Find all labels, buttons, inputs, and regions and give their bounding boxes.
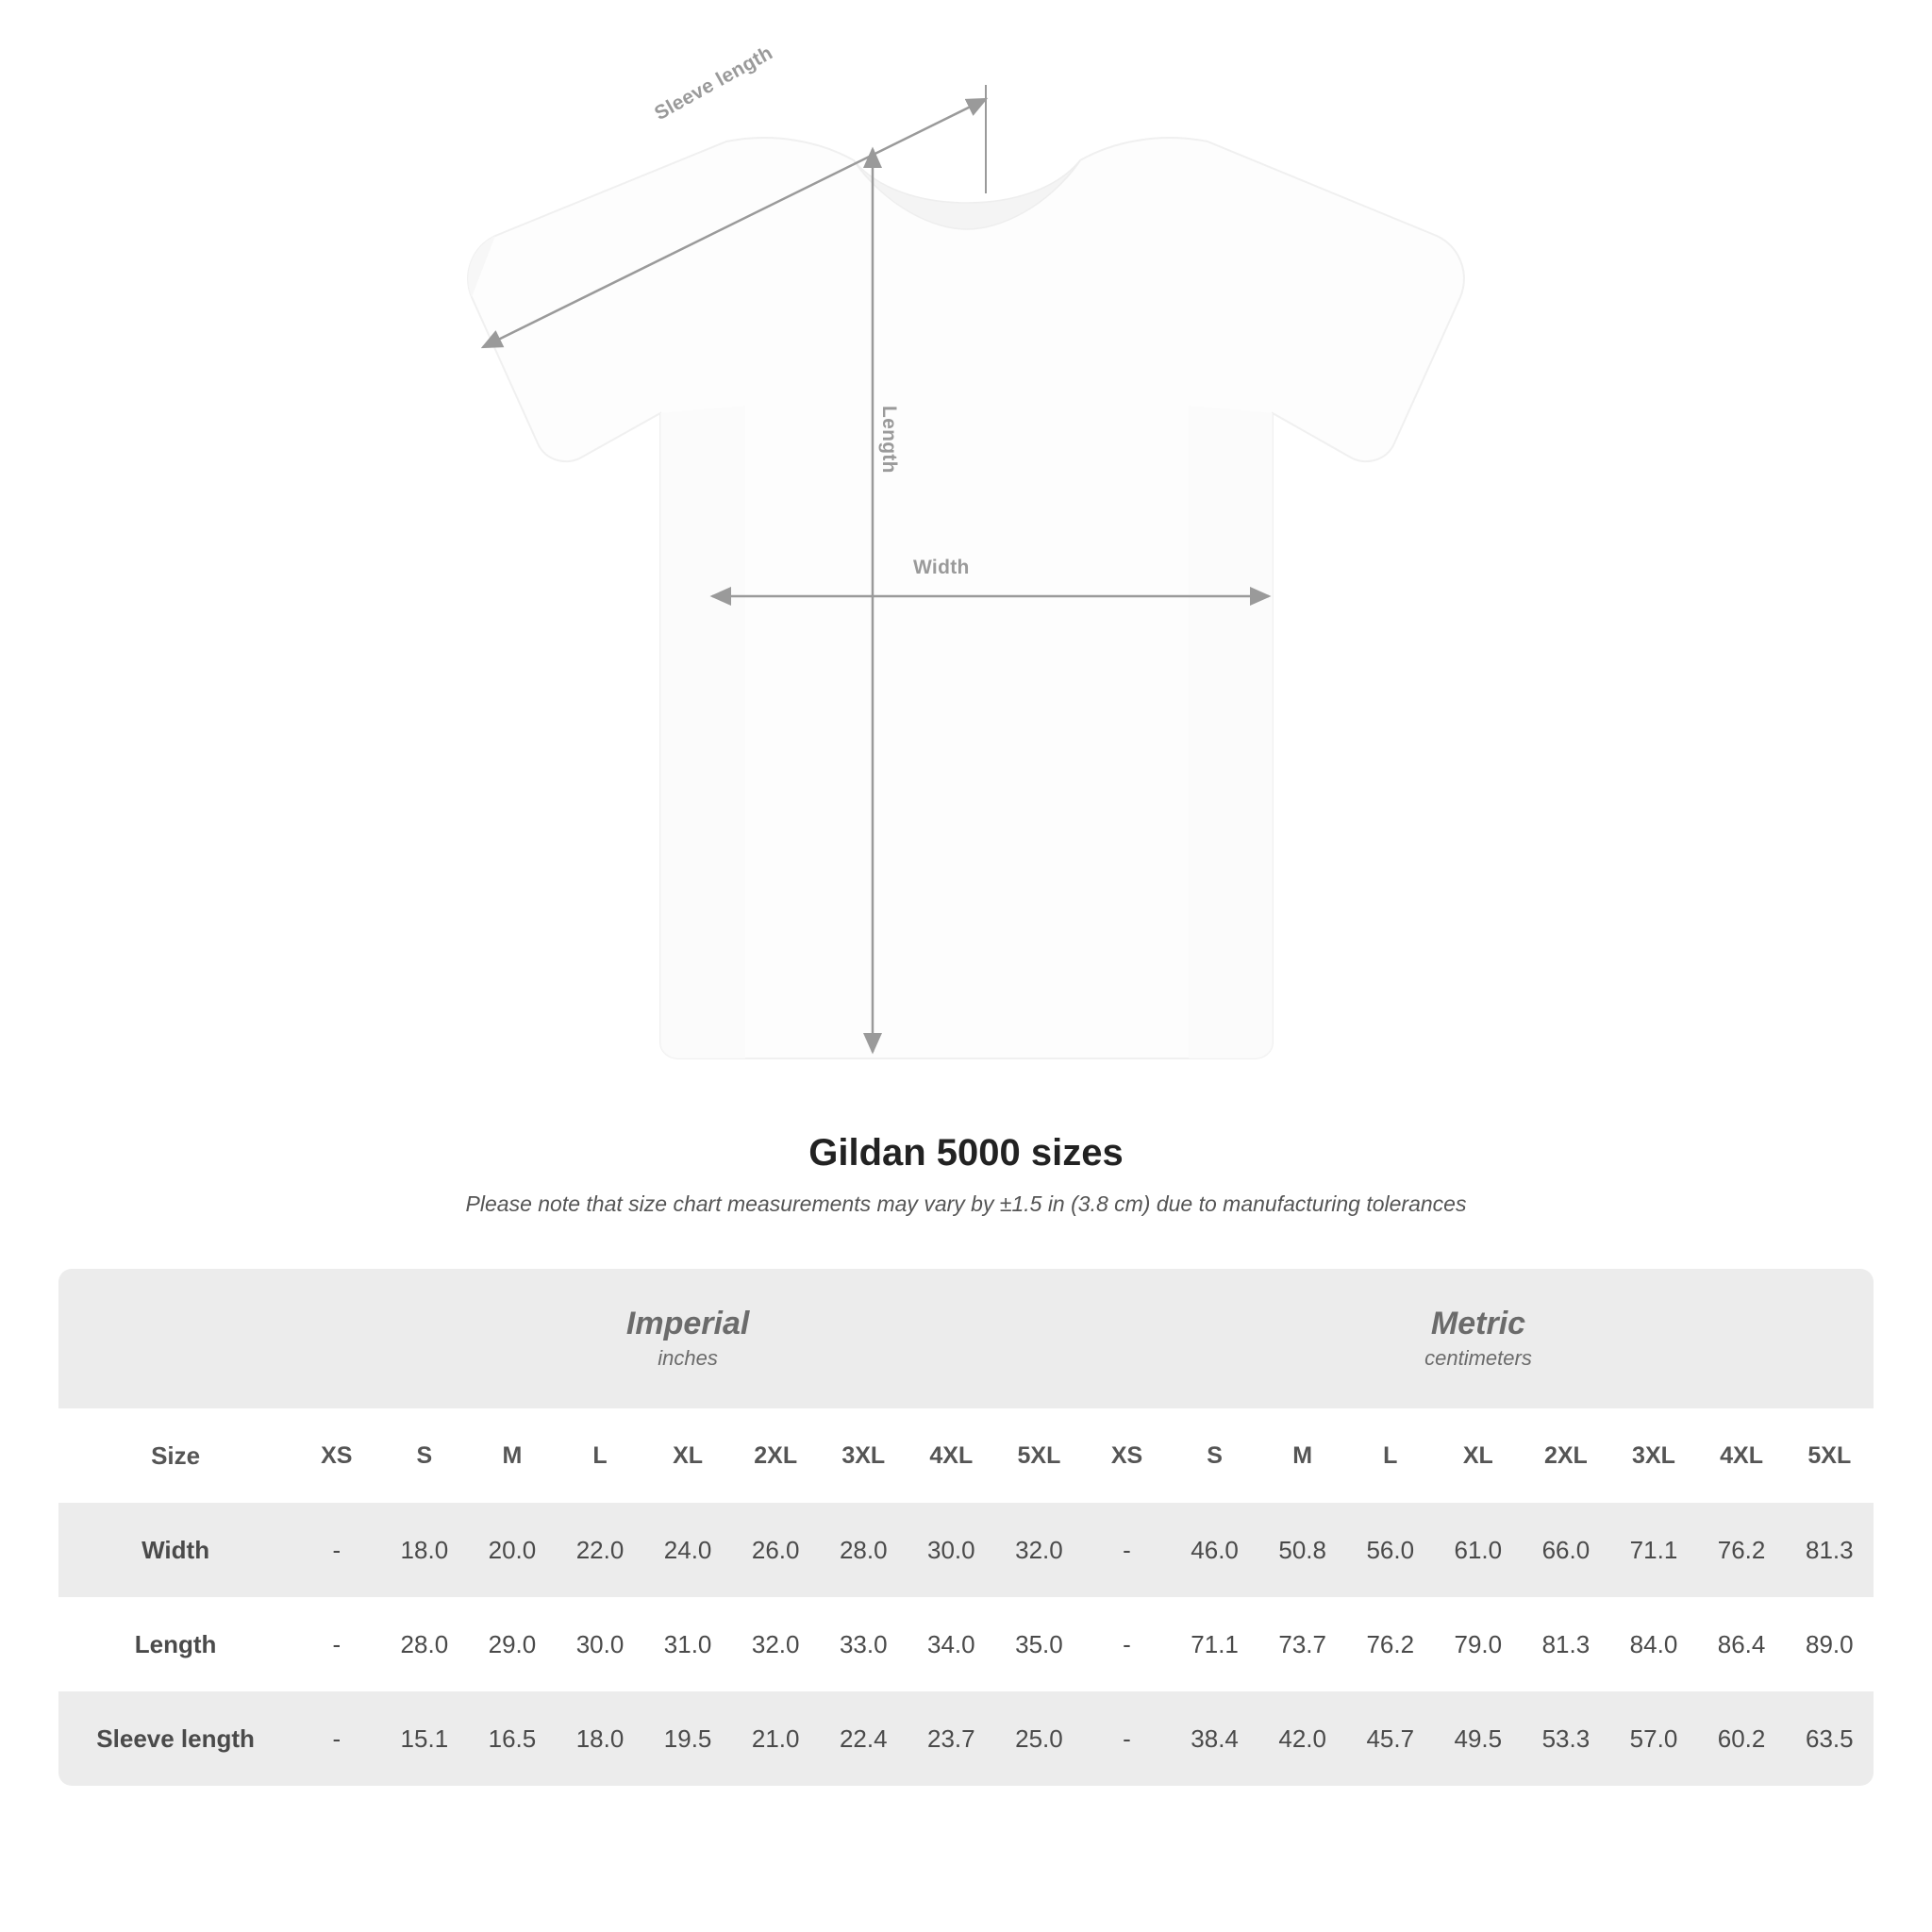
size-header-cell: 5XL	[995, 1408, 1083, 1503]
unit-imperial-cell	[292, 1269, 1083, 1408]
size-table-wrap	[58, 1269, 1874, 1786]
size-header-cell: XS	[1083, 1408, 1171, 1503]
table-cell: 79.0	[1434, 1597, 1522, 1691]
table-cell: 60.2	[1698, 1691, 1786, 1786]
table-cell: 28.0	[380, 1597, 468, 1691]
tshirt-shape	[468, 138, 1464, 1058]
table-cell: 23.7	[908, 1691, 995, 1786]
size-header-cell: 4XL	[908, 1408, 995, 1503]
unit-spacer-cell	[58, 1269, 292, 1408]
table-cell: 30.0	[556, 1597, 643, 1691]
table-cell: 49.5	[1434, 1691, 1522, 1786]
table-cell: 29.0	[468, 1597, 556, 1691]
table-cell: 16.5	[468, 1691, 556, 1786]
size-header-cell: 4XL	[1698, 1408, 1786, 1503]
table-cell: 63.5	[1786, 1691, 1874, 1786]
table-cell: 15.1	[380, 1691, 468, 1786]
table-cell: 53.3	[1522, 1691, 1609, 1786]
table-cell: 66.0	[1522, 1503, 1609, 1597]
table-cell: 31.0	[644, 1597, 732, 1691]
unit-metric-name: Metric	[1430, 1306, 1526, 1342]
table-cell: 76.2	[1698, 1503, 1786, 1597]
size-header-label: Size	[58, 1408, 292, 1503]
size-header-cell: 3XL	[820, 1408, 908, 1503]
table-cell: 61.0	[1434, 1503, 1522, 1597]
table-cell: 76.2	[1346, 1597, 1434, 1691]
size-header-cell: XS	[292, 1408, 380, 1503]
unit-metric-cell	[1083, 1269, 1874, 1408]
table-cell: -	[1083, 1503, 1171, 1597]
table-cell: 89.0	[1786, 1597, 1874, 1691]
table-cell: 86.4	[1698, 1597, 1786, 1691]
table-cell: 18.0	[556, 1691, 643, 1786]
table-cell: -	[1083, 1597, 1171, 1691]
table-cell: 34.0	[908, 1597, 995, 1691]
table-cell: 84.0	[1609, 1597, 1697, 1691]
table-cell: -	[1083, 1691, 1171, 1786]
table-cell: 73.7	[1258, 1597, 1346, 1691]
unit-imperial-name: Imperial	[625, 1306, 750, 1342]
table-cell: -	[292, 1691, 380, 1786]
table-cell: 25.0	[995, 1691, 1083, 1786]
table-cell: 56.0	[1346, 1503, 1434, 1597]
size-header-cell: XL	[1434, 1408, 1522, 1503]
width-label: Width	[913, 557, 970, 578]
unit-imperial-sub: inches	[658, 1345, 718, 1370]
table-row	[58, 1597, 1874, 1691]
table-cell: 42.0	[1258, 1691, 1346, 1786]
table-cell: 19.5	[644, 1691, 732, 1786]
row-label-length: Length	[58, 1597, 292, 1691]
size-header-row	[58, 1408, 1874, 1503]
table-cell: 28.0	[820, 1503, 908, 1597]
size-header-cell: XL	[644, 1408, 732, 1503]
table-cell: 81.3	[1786, 1503, 1874, 1597]
size-header-cell: M	[468, 1408, 556, 1503]
row-label-width: Width	[58, 1503, 292, 1597]
table-cell: 35.0	[995, 1597, 1083, 1691]
table-cell: 18.0	[380, 1503, 468, 1597]
table-row	[58, 1691, 1874, 1786]
table-cell: 22.0	[556, 1503, 643, 1597]
table-cell: 32.0	[732, 1597, 820, 1691]
table-cell: 81.3	[1522, 1597, 1609, 1691]
size-header-cell: L	[1346, 1408, 1434, 1503]
size-header-cell: 5XL	[1786, 1408, 1874, 1503]
table-cell: 22.4	[820, 1691, 908, 1786]
row-label-sleeve-length: Sleeve length	[58, 1691, 292, 1786]
table-cell: 57.0	[1609, 1691, 1697, 1786]
table-cell: 20.0	[468, 1503, 556, 1597]
unit-header-row	[58, 1269, 1874, 1408]
table-cell: 71.1	[1609, 1503, 1697, 1597]
table-cell: 45.7	[1346, 1691, 1434, 1786]
tolerance-note: Please note that size chart measurements may vary by ±1.5 in (3.8 cm) due to manufacturing tolerances	[465, 1191, 1467, 1216]
table-cell: 33.0	[820, 1597, 908, 1691]
table-cell: 30.0	[908, 1503, 995, 1597]
table-cell: 32.0	[995, 1503, 1083, 1597]
size-header-cell: 3XL	[1609, 1408, 1697, 1503]
table-cell: -	[292, 1597, 380, 1691]
size-header-cell: S	[1171, 1408, 1258, 1503]
size-header-cell: 2XL	[1522, 1408, 1609, 1503]
table-cell: 50.8	[1258, 1503, 1346, 1597]
length-label: Length	[878, 406, 900, 474]
table-cell: -	[292, 1503, 380, 1597]
size-header-cell: L	[556, 1408, 643, 1503]
title-block	[0, 1132, 1932, 1217]
size-header-cell: S	[380, 1408, 468, 1503]
size-header-cell: M	[1258, 1408, 1346, 1503]
size-table	[58, 1269, 1874, 1786]
table-row	[58, 1503, 1874, 1597]
unit-metric-sub: centimeters	[1424, 1345, 1532, 1370]
sleeve-length-label: Sleeve length	[651, 42, 776, 125]
table-cell: 24.0	[644, 1503, 732, 1597]
table-cell: 26.0	[732, 1503, 820, 1597]
table-cell: 21.0	[732, 1691, 820, 1786]
table-cell: 46.0	[1171, 1503, 1258, 1597]
size-header-cell: 2XL	[732, 1408, 820, 1503]
table-cell: 71.1	[1171, 1597, 1258, 1691]
table-cell: 38.4	[1171, 1691, 1258, 1786]
page-title: Gildan 5000 sizes	[808, 1132, 1124, 1174]
